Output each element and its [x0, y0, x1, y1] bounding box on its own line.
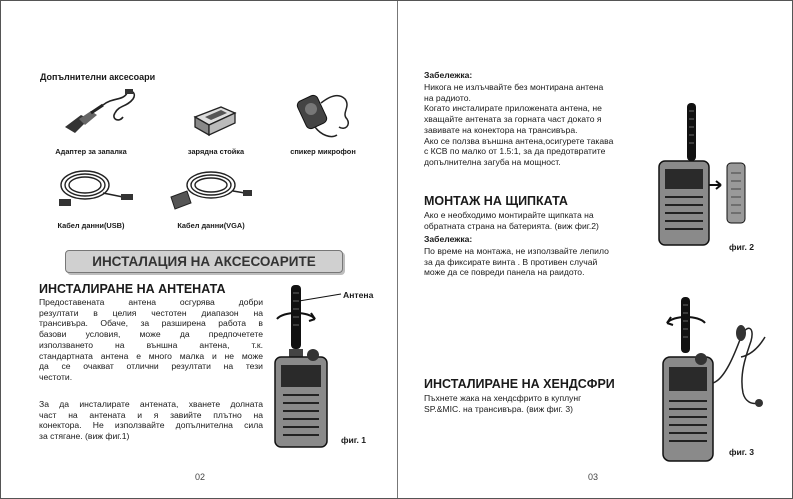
figure-1-label: фиг. 1: [341, 435, 367, 445]
text-line: с КСВ по малко от 1.5:1, за да предотвратите: [424, 146, 606, 157]
vga-cable-icon: [167, 163, 253, 215]
accessory-label-car-adapter: Адаптер за запалка: [55, 147, 127, 156]
text-line: на радиото.: [424, 92, 471, 103]
page-divider: [397, 1, 398, 499]
text-line: част на антената и я завийте плътно на: [39, 409, 263, 420]
text-line: SP.&MIC. на трансивъра. (виж фиг. 3): [424, 403, 573, 414]
text-line: може да се повреди панела на раидото.: [424, 267, 585, 278]
text-line: резултати в целия честотен диапазон на: [39, 307, 263, 318]
headset-illustration: [655, 293, 775, 473]
accessories-heading: Допълнителни аксесоари: [40, 72, 156, 82]
accessory-label-usb-cable: Кабел данни(USB): [57, 221, 125, 230]
text-line: да се очакват отлични резултати на тези: [39, 361, 263, 372]
text-line: За да инсталирате антената, хванете долната: [39, 399, 263, 409]
text-line: за стягане. (виж фиг.1): [39, 431, 130, 442]
text-line: Когато инсталирате приложената антена, не: [424, 103, 602, 114]
clip-note-title: Забележка:: [424, 234, 473, 244]
text-line: използването на външна антена, т.к.: [39, 339, 263, 350]
figure-3-label: фиг. 3: [729, 447, 755, 457]
text-line: Ако е необходимо монтирайте щипката на: [424, 210, 594, 220]
antenna-callout-line: [299, 293, 344, 303]
radio-antenna-illustration: [269, 283, 339, 453]
text-line: Никога не излъчвайте без монтирана антена: [424, 82, 604, 92]
antenna-install-paragraph: [39, 399, 263, 442]
page-number-left: 02: [195, 472, 206, 482]
accessories-installation-banner: ИНСТАЛАЦИЯ НА АКСЕСОАРИТЕ: [65, 250, 343, 273]
text-line: базови условия, може да предпочетете: [39, 329, 263, 340]
clip-note-paragraph: [424, 246, 642, 278]
text-line: честоти.: [39, 371, 73, 382]
text-line: конектора. Не използвайте допълнителна сила: [39, 420, 263, 431]
speaker-mic-icon: [291, 89, 357, 143]
charging-stand-icon: [191, 99, 239, 137]
headset-paragraph: [424, 393, 642, 414]
text-line: трансивъра. Обаче, за разширена работа в: [39, 318, 263, 329]
text-line: По време на монтажа, не използвайте лепило: [424, 246, 609, 256]
antenna-callout-label: Антена: [343, 290, 374, 300]
page-number-right: 03: [588, 472, 599, 482]
figure-2-label: фиг. 2: [729, 242, 755, 252]
text-line: хващайте антената за горната част докато я: [424, 114, 602, 125]
text-line: за да фиксирате винта . В противен случай: [424, 256, 598, 267]
belt-clip-illustration: [649, 101, 759, 251]
clip-paragraph: [424, 210, 642, 231]
accessory-label-charging-stand: зарядна стойка: [187, 147, 245, 156]
clip-heading: МОНТАЖ НА ЩИПКАТА: [424, 194, 568, 208]
text-line: обратната страна на батерията. (виж фиг.2): [424, 220, 599, 231]
accessory-label-speaker-mic: спикер микрофон: [290, 147, 356, 156]
antenna-paragraph: [39, 297, 263, 383]
text-line: допълнителна загуба на мощност.: [424, 156, 561, 167]
text-line: Пъхнете жака на хендсфрито в куплунг: [424, 393, 582, 403]
note-paragraph: [424, 82, 642, 168]
usb-cable-icon: [53, 163, 135, 213]
text-line: Предоставената антена осгурява добри: [39, 297, 263, 307]
note-title: Забележка:: [424, 70, 473, 80]
text-line: стандартната антена е много малка и не може: [39, 350, 263, 361]
text-line: Ако се ползва външна антена,осигурете такава: [424, 135, 614, 146]
antenna-heading: ИНСТАЛИРАНЕ НА АНТЕНАТА: [39, 282, 226, 296]
car-charger-icon: [61, 87, 141, 142]
headset-heading: ИНСТАЛИРАНЕ НА ХЕНДСФРИ: [424, 377, 615, 391]
text-line: завивате на конектора на трансивъра.: [424, 124, 578, 135]
accessory-label-vga-cable: Кабел данни(VGA): [177, 221, 245, 230]
